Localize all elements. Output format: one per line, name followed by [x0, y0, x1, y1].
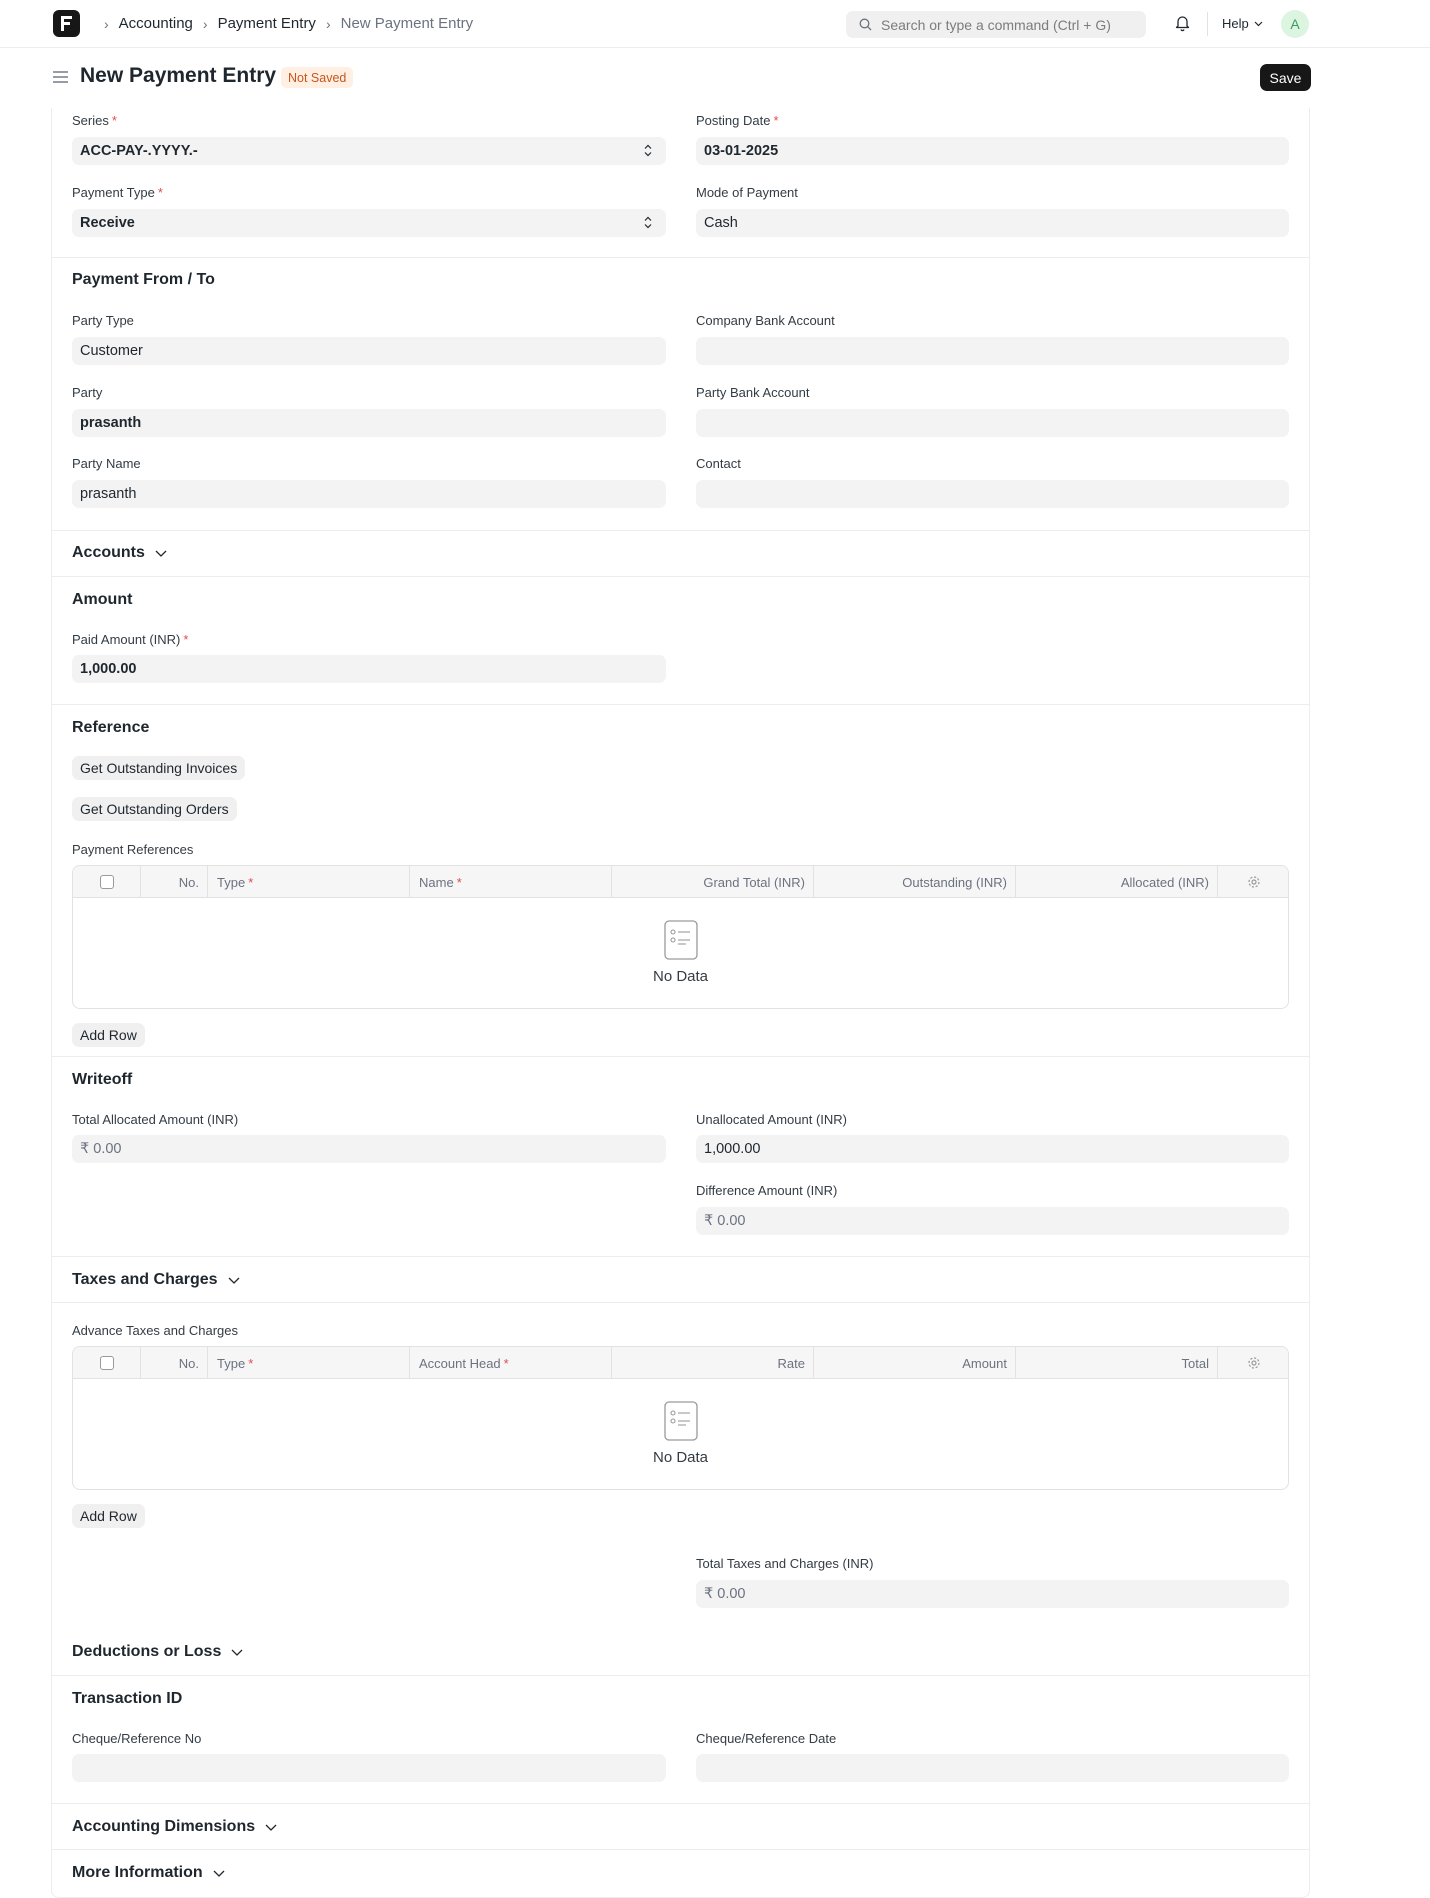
- section-title-deductions: Deductions or Loss: [72, 1643, 222, 1660]
- table-empty-state: [73, 1379, 1288, 1488]
- column-settings-cell: [1218, 866, 1289, 898]
- empty-document-icon: [664, 920, 698, 960]
- app-logo-icon[interactable]: [53, 10, 80, 37]
- section-title-writeoff: Writeoff: [72, 1071, 133, 1088]
- contact-field[interactable]: [696, 480, 1289, 508]
- chevron-right-icon: ›: [325, 15, 331, 32]
- column-header: Grand Total (INR): [612, 866, 814, 898]
- help-label: Help: [1222, 16, 1249, 31]
- chevron-down-icon: [1254, 21, 1263, 27]
- add-row-button[interactable]: Add Row: [72, 1023, 145, 1047]
- select-all-checkbox[interactable]: [100, 1356, 114, 1370]
- posting-date-field[interactable]: 03-01-2025: [696, 137, 1289, 165]
- section-divider: [52, 1056, 1309, 1057]
- table-empty-state: [73, 898, 1288, 1007]
- payment-type-value: Receive: [80, 215, 135, 231]
- select-all-checkbox[interactable]: [100, 875, 114, 889]
- posting-date-label: Posting Date *: [696, 113, 779, 128]
- difference-label: Difference Amount (INR): [696, 1183, 838, 1198]
- party-field[interactable]: prasanth: [72, 409, 666, 437]
- no-data-text: No Data: [652, 968, 709, 985]
- mode-of-payment-label: Mode of Payment: [696, 185, 798, 200]
- column-header: Amount: [814, 1347, 1016, 1379]
- empty-document-icon: [664, 1401, 698, 1441]
- payment-references-label: Payment References: [72, 842, 194, 857]
- search-placeholder: Search or type a command (Ctrl + G): [881, 16, 1111, 33]
- chevron-down-icon: [213, 1870, 225, 1877]
- add-row-button[interactable]: Add Row: [72, 1504, 145, 1528]
- paid-amount-field[interactable]: 1,000.00: [72, 655, 666, 683]
- navbar-divider: [1207, 12, 1208, 36]
- section-divider: [52, 1803, 1309, 1804]
- gear-icon[interactable]: [1247, 1356, 1261, 1370]
- unallocated-label: Unallocated Amount (INR): [696, 1112, 848, 1127]
- paid-amount-label: Paid Amount (INR) *: [72, 632, 189, 647]
- no-data-text: No Data: [652, 1449, 709, 1466]
- payment-references-table: [72, 865, 1289, 1009]
- column-header: Outstanding (INR): [814, 866, 1016, 898]
- chevron-right-icon: ›: [104, 15, 109, 32]
- cheque-date-field[interactable]: [696, 1754, 1289, 1782]
- party-name-label: Party Name: [72, 456, 141, 471]
- avatar[interactable]: A: [1281, 10, 1309, 38]
- party-name-field[interactable]: prasanth: [72, 480, 666, 508]
- section-title-amount: Amount: [72, 591, 133, 608]
- chevron-down-icon: [231, 1649, 243, 1656]
- status-badge: Not Saved: [281, 67, 353, 88]
- select-all-checkbox-cell: [73, 866, 141, 898]
- chevron-down-icon: [228, 1277, 240, 1284]
- total-taxes-label: Total Taxes and Charges (INR): [696, 1556, 874, 1571]
- column-header: Allocated (INR): [1016, 866, 1218, 898]
- party-bank-account-label: Party Bank Account: [696, 385, 810, 400]
- search-icon: [859, 18, 872, 31]
- party-bank-account-field[interactable]: [696, 409, 1289, 437]
- section-divider: [52, 530, 1309, 531]
- unallocated-field: 1,000.00: [696, 1135, 1289, 1163]
- advance-taxes-table: [72, 1346, 1289, 1490]
- help-dropdown[interactable]: [1222, 16, 1263, 31]
- breadcrumb-accounting[interactable]: Accounting: [118, 15, 193, 32]
- section-divider: [52, 1849, 1309, 1850]
- chevron-down-icon: [265, 1824, 277, 1831]
- section-divider: [52, 576, 1309, 577]
- total-taxes-field: ₹ 0.00: [696, 1580, 1289, 1608]
- section-toggle-taxes-and-charges[interactable]: [72, 1271, 240, 1289]
- contact-label: Contact: [696, 456, 741, 471]
- section-toggle-more-information[interactable]: [72, 1864, 225, 1882]
- section-divider: [52, 1675, 1309, 1676]
- column-header: Name *: [410, 866, 612, 898]
- difference-field: ₹ 0.00: [696, 1207, 1289, 1235]
- breadcrumb-new-payment-entry[interactable]: New Payment Entry: [340, 15, 474, 32]
- section-divider: [52, 1256, 1309, 1257]
- get-outstanding-orders-button[interactable]: Get Outstanding Orders: [72, 797, 237, 821]
- payment-type-label: Payment Type *: [72, 185, 163, 200]
- mode-of-payment-field[interactable]: Cash: [696, 209, 1289, 237]
- select-chevrons-icon: [644, 216, 652, 229]
- table-header: [73, 1347, 1288, 1379]
- section-title-reference: Reference: [72, 719, 150, 736]
- column-settings-cell: [1218, 1347, 1289, 1379]
- section-title-accounting-dimensions: Accounting Dimensions: [72, 1818, 256, 1835]
- section-title-taxes: Taxes and Charges: [72, 1271, 218, 1288]
- cheque-no-field[interactable]: [72, 1754, 666, 1782]
- breadcrumb-payment-entry[interactable]: Payment Entry: [217, 15, 316, 32]
- section-divider: [52, 257, 1309, 258]
- company-bank-account-label: Company Bank Account: [696, 313, 835, 328]
- column-header: No.: [141, 1347, 208, 1379]
- series-label: Series *: [72, 113, 117, 128]
- chevron-right-icon: ›: [202, 15, 208, 32]
- column-header: Total: [1016, 1347, 1218, 1379]
- section-title-accounts: Accounts: [72, 544, 145, 561]
- section-divider: [52, 1302, 1309, 1303]
- column-header: Type *: [208, 1347, 410, 1379]
- save-button[interactable]: Save: [1260, 64, 1311, 91]
- section-toggle-deductions-or-loss[interactable]: [72, 1643, 243, 1661]
- select-chevrons-icon: [644, 144, 652, 157]
- sidebar-toggle-icon[interactable]: [53, 70, 68, 88]
- cheque-date-label: Cheque/Reference Date: [696, 1731, 837, 1746]
- party-type-label: Party Type: [72, 313, 134, 328]
- get-outstanding-invoices-button[interactable]: Get Outstanding Invoices: [72, 756, 245, 780]
- party-label: Party: [72, 385, 103, 400]
- series-select[interactable]: [72, 137, 666, 165]
- column-header: Rate: [612, 1347, 814, 1379]
- company-bank-account-field[interactable]: [696, 337, 1289, 365]
- section-title-payment-from-to: Payment From / To: [72, 271, 215, 288]
- section-toggle-accounts[interactable]: [72, 544, 167, 562]
- notification-bell-icon[interactable]: [1174, 14, 1191, 37]
- column-header: Type *: [208, 866, 410, 898]
- chevron-down-icon: [155, 550, 167, 557]
- page-title: New Payment Entry: [80, 64, 277, 87]
- payment-type-select[interactable]: [72, 209, 666, 237]
- section-title-more-information: More Information: [72, 1864, 203, 1881]
- column-header: No.: [141, 866, 208, 898]
- search-bar[interactable]: [846, 11, 1146, 38]
- total-allocated-label: Total Allocated Amount (INR): [72, 1112, 239, 1127]
- series-value: ACC-PAY-.YYYY.-: [80, 143, 198, 159]
- section-title-transaction-id: Transaction ID: [72, 1690, 183, 1707]
- top-navbar: [0, 0, 1430, 48]
- total-allocated-field: ₹ 0.00: [72, 1135, 666, 1163]
- select-all-checkbox-cell: [73, 1347, 141, 1379]
- section-divider: [52, 704, 1309, 705]
- table-header: [73, 866, 1288, 898]
- cheque-no-label: Cheque/Reference No: [72, 1731, 202, 1746]
- gear-icon[interactable]: [1247, 875, 1261, 889]
- party-type-field[interactable]: Customer: [72, 337, 666, 365]
- advance-taxes-label: Advance Taxes and Charges: [72, 1323, 238, 1338]
- breadcrumb: [94, 15, 473, 32]
- column-header: Account Head *: [410, 1347, 612, 1379]
- section-toggle-accounting-dimensions[interactable]: [72, 1818, 277, 1836]
